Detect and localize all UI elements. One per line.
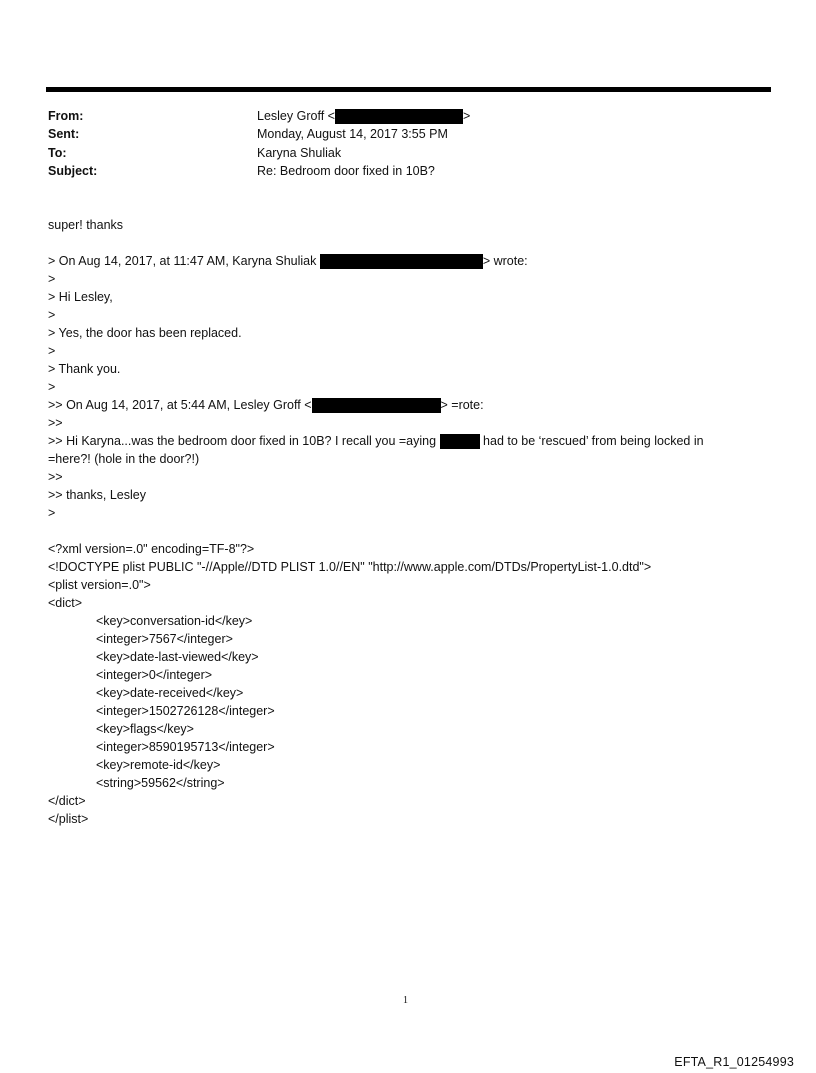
- header-rule: [46, 87, 771, 92]
- plist-line: <integer>1502726128</integer>: [96, 704, 275, 718]
- quote-line: >: [48, 380, 56, 394]
- plist-line: <dict>: [48, 596, 83, 610]
- quote-line: >: [48, 272, 56, 286]
- from-close: >: [462, 109, 471, 123]
- quote-text: > On Aug 14, 2017, at 11:47 AM, Karyna Shuliak: [48, 254, 317, 268]
- plist-line: <key>date-received</key>: [96, 686, 244, 700]
- quote-line: [48, 432, 704, 450]
- plist-line: <integer>7567</integer>: [96, 632, 233, 646]
- quote-line: >: [48, 344, 56, 358]
- quote-line: > Yes, the door has been replaced.: [48, 326, 242, 340]
- page-number: 1: [403, 995, 408, 1006]
- redaction-box: [440, 434, 480, 449]
- quote-text: > wrote:: [482, 254, 528, 268]
- plist-line: <key>conversation-id</key>: [96, 614, 253, 628]
- to-label: To:: [48, 146, 67, 160]
- quote-text: > =rote:: [440, 398, 484, 412]
- from-name: Lesley Groff <: [257, 109, 335, 123]
- sent-value: Monday, August 14, 2017 3:55 PM: [257, 127, 448, 141]
- plist-line: <!DOCTYPE plist PUBLIC "-//Apple//DTD PLIST 1.0//EN" "http://www.apple.com/DTDs/PropertyList-1.0.dtd">: [48, 560, 652, 574]
- quote-line: >: [48, 308, 56, 322]
- quote-line: > Hi Lesley,: [48, 290, 113, 304]
- from-value: [257, 107, 470, 125]
- quote-text: >> On Aug 14, 2017, at 5:44 AM, Lesley Groff <: [48, 398, 312, 412]
- plist-line: <key>date-last-viewed</key>: [96, 650, 259, 664]
- quote-line: > Thank you.: [48, 362, 121, 376]
- quote-text: had to be ‘rescued’ from being locked in: [483, 434, 704, 448]
- plist-line: <plist version=.0">: [48, 578, 151, 592]
- plist-line: <key>flags</key>: [96, 722, 194, 736]
- body-line: super! thanks: [48, 218, 124, 232]
- redaction-box: [335, 109, 463, 124]
- quote-line: =here?! (hole in the door?!): [48, 452, 200, 466]
- redaction-box: [320, 254, 483, 269]
- redaction-box: [312, 398, 441, 413]
- quote-line: >: [48, 506, 56, 520]
- plist-line: <string>59562</string>: [96, 776, 225, 790]
- to-value: Karyna Shuliak: [257, 146, 342, 160]
- subject-value: Re: Bedroom door fixed in 10B?: [257, 164, 435, 178]
- plist-line: </dict>: [48, 794, 86, 808]
- quote-text: >> Hi Karyna...was the bedroom door fixed in 10B? I recall you =aying: [48, 434, 437, 448]
- quote-line: >>: [48, 470, 63, 484]
- plist-line: <integer>0</integer>: [96, 668, 213, 682]
- plist-line: </plist>: [48, 812, 89, 826]
- plist-line: <integer>8590195713</integer>: [96, 740, 275, 754]
- quote-line: >>: [48, 416, 63, 430]
- quote-line: >> thanks, Lesley: [48, 488, 146, 502]
- subject-label: Subject:: [48, 164, 98, 178]
- document-id: EFTA_R1_01254993: [674, 1055, 794, 1069]
- plist-line: <key>remote-id</key>: [96, 758, 221, 772]
- from-label: From:: [48, 109, 84, 123]
- plist-line: <?xml version=.0" encoding=TF-8"?>: [48, 542, 255, 556]
- quote-line: [48, 252, 528, 270]
- sent-label: Sent:: [48, 127, 80, 141]
- quote-line: [48, 396, 484, 414]
